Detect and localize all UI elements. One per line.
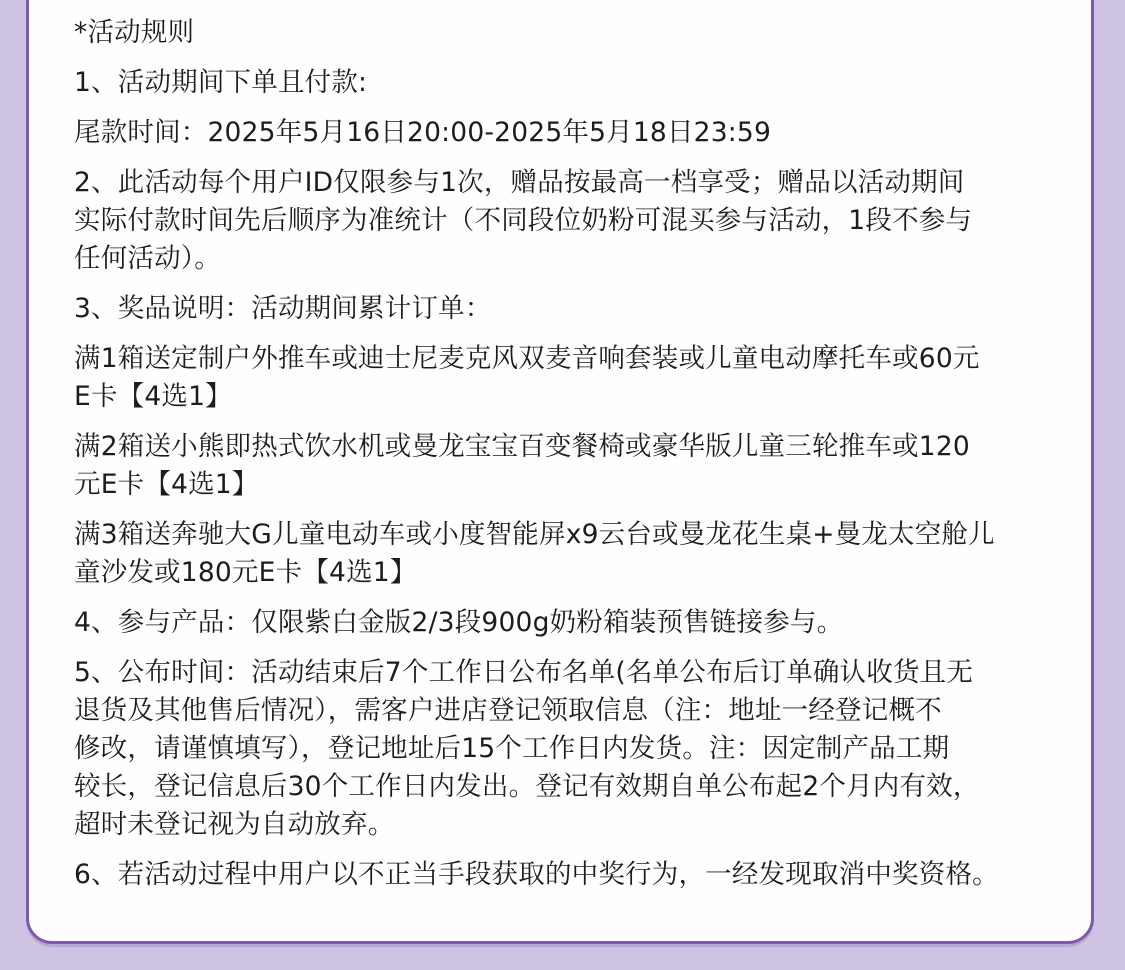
rule-line: 修改，请谨慎填写），登记地址后15个工作日内发货。注：因定制产品工期	[74, 733, 950, 764]
rules-title: *活动规则	[74, 17, 195, 48]
rule-line: 3、奖品说明：活动期间累计订单：	[74, 293, 492, 324]
rule-item	[74, 114, 1074, 152]
rule-item	[74, 64, 1074, 102]
rule-line: 5、公布时间：活动结束后7个工作日公布名单(名单公布后订单确认收货且无	[74, 657, 974, 688]
rule-line: 任何活动）。	[74, 243, 221, 274]
rule-line: 2、此活动每个用户ID仅限参与1次，赠品按最高一档享受；赠品以活动期间	[74, 167, 965, 198]
rule-line: 尾款时间：2025年5月16日20:00-2025年5月18日23:59	[74, 117, 772, 148]
rule-line: 元E卡【4选1】	[74, 469, 259, 500]
rule-line: E卡【4选1】	[74, 381, 232, 412]
rule-item	[74, 428, 1074, 504]
rule-item	[74, 164, 1074, 278]
rule-line: 6、若活动过程中用户以不正当手段获取的中奖行为，一经发现取消中奖资格。	[74, 859, 999, 890]
rule-item	[74, 516, 1074, 592]
rule-line: 退货及其他售后情况），需客户进店登记领取信息（注：地址一经登记概不	[74, 695, 942, 726]
rule-line: 超时未登记视为自动放弃。	[74, 809, 395, 840]
rule-line: 较长，登记信息后30个工作日内发出。登记有效期自单公布起2个月内有效，	[74, 771, 980, 802]
rule-line: 1、活动期间下单且付款:	[74, 67, 368, 98]
rule-item	[74, 604, 1074, 642]
rule-line: 童沙发或180元E卡【4选1】	[74, 557, 417, 588]
rule-line: 4、参与产品：仅限紫白金版2/3段900g奶粉箱装预售链接参与。	[74, 607, 844, 638]
rule-line: 满3箱送奔驰大G儿童电动车或小度智能屏x9云台或曼龙花生桌+曼龙太空舱儿	[74, 519, 995, 550]
rule-line: 满1箱送定制户外推车或迪士尼麦克风双麦音响套装或儿童电动摩托车或60元	[74, 343, 980, 374]
rules-content	[74, 14, 1074, 906]
rule-item	[74, 290, 1074, 328]
rule-line: 满2箱送小熊即热式饮水机或曼龙宝宝百变餐椅或豪华版儿童三轮推车或120	[74, 431, 970, 462]
rule-item	[74, 340, 1074, 416]
rule-item	[74, 856, 1074, 894]
rule-line: 实际付款时间先后顺序为准统计（不同段位奶粉可混买参与活动，1段不参与	[74, 205, 973, 236]
rule-item	[74, 654, 1074, 844]
